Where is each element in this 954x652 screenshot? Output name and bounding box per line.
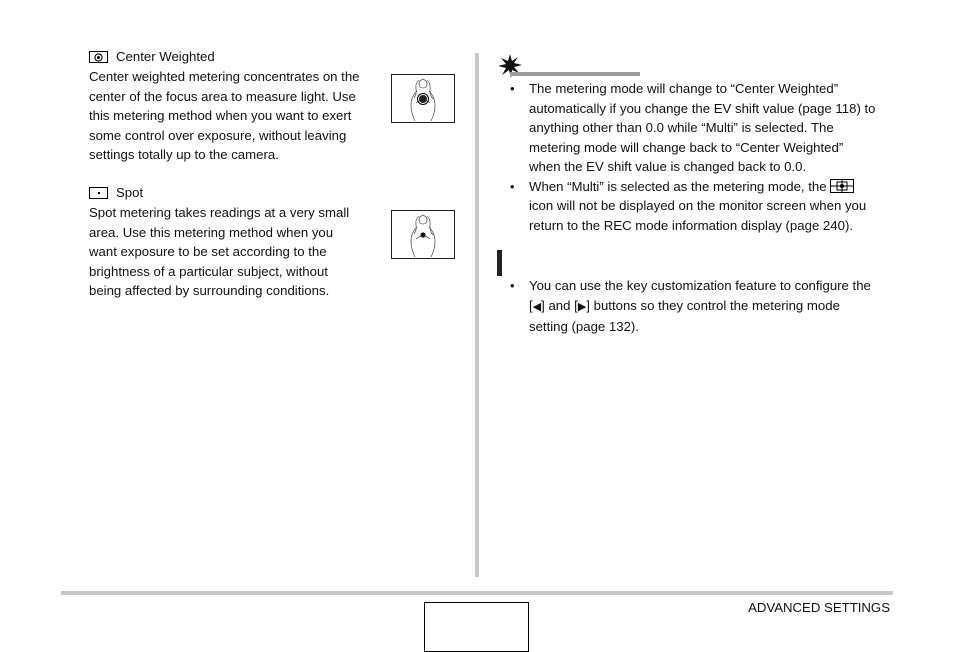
text-line: anything other than 0.0 while “Multi” is selected. The	[529, 120, 834, 135]
important-notes	[497, 79, 897, 235]
text-line	[529, 296, 897, 318]
text-line: Spot metering takes readings at a very small	[89, 205, 350, 220]
multi-metering-icon	[830, 179, 854, 193]
text-line: return to the REC mode information display (page 240).	[529, 217, 853, 233]
text-fragment: When “Multi” is selected as the metering mode, the	[529, 178, 827, 194]
left-arrow-key-icon: ◀	[532, 300, 542, 313]
right-arrow-key-icon: ▶	[577, 300, 587, 313]
text-fragment: ] buttons so they control the metering mode	[586, 297, 840, 313]
person-photographer-icon	[392, 211, 454, 258]
text-line	[529, 177, 897, 197]
text-line: Center weighted metering concentrates on the	[89, 69, 360, 84]
text-line: being affected by surrounding conditions.	[89, 283, 330, 299]
text-line: setting (page 132).	[529, 319, 639, 334]
center-weighted-title: Center Weighted	[116, 49, 215, 64]
note-section	[497, 276, 897, 337]
spot-description	[89, 203, 379, 301]
list-item	[497, 79, 897, 177]
note-marker-bar	[497, 250, 502, 276]
text-line: brightness of a particular subject, without	[89, 263, 328, 279]
list-item	[497, 177, 897, 236]
center-weighted-heading	[89, 49, 215, 65]
text-line: • You can use the key customization feature to configure the	[529, 278, 871, 293]
column-divider	[475, 53, 479, 577]
spot-heading	[89, 185, 143, 201]
spot-title: Spot	[116, 185, 144, 200]
important-header-bar	[510, 72, 640, 76]
text-line: automatically if you change the EV shift value (page 118) to	[529, 100, 876, 116]
text-line: • The metering mode will change to “Center Weighted”	[529, 81, 839, 96]
footer-divider	[61, 591, 893, 595]
text-line: this metering method when you want to exert	[89, 108, 352, 124]
text-line: area. Use this metering method when you	[89, 224, 334, 240]
text-line: metering mode will change back to “Center Weighted”	[529, 139, 844, 155]
section-title: ADVANCED SETTINGS	[748, 600, 890, 615]
text-line: center of the focus area to measure light. Use	[89, 88, 356, 104]
text-line: some control over exposure, without leaving	[89, 127, 347, 143]
center-weighted-icon	[89, 51, 108, 63]
text-line: settings totally up to the camera.	[89, 147, 279, 163]
page-number-box	[424, 602, 529, 652]
spot-illustration	[391, 210, 455, 259]
text-line: icon will not be displayed on the monitor screen when you	[529, 198, 867, 213]
center-weighted-description	[89, 67, 379, 165]
list-item	[497, 276, 897, 337]
spot-icon	[89, 187, 108, 199]
text-line: when the EV shift value is changed back to 0.0.	[529, 159, 807, 174]
text-line: want exposure to be set according to the	[89, 244, 327, 260]
person-photographer-icon	[392, 75, 454, 122]
center-weighted-illustration	[391, 74, 455, 123]
text-fragment: ] and [	[541, 297, 578, 313]
text-fragment: [	[529, 297, 533, 313]
